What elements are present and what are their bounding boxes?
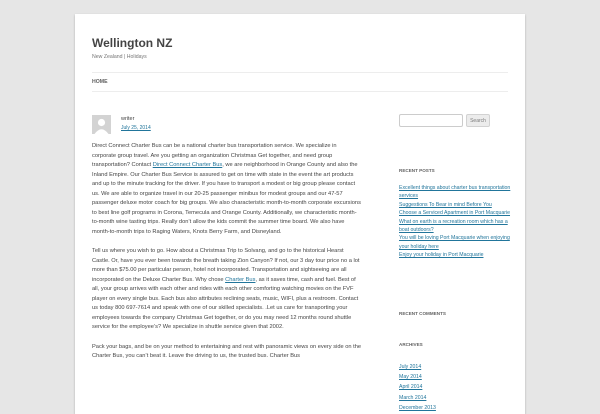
post-paragraph <box>92 247 362 333</box>
nav-divider-top <box>92 72 508 73</box>
archive-link[interactable]: July 2014 <box>399 364 422 370</box>
search-widget <box>399 114 509 130</box>
archive-link[interactable]: December 2013 <box>399 404 436 411</box>
paragraph-text: Direct Connect Charter Bus can be a national charter bus transportation service. We specialize in corporate group travel. Are you getting an organization Christmas Get together, and need group transportation? Contact <box>92 143 337 168</box>
recent-comments-title: RECENT COMMENTS <box>399 311 446 316</box>
post-paragraph <box>92 142 362 237</box>
list-item <box>399 393 436 403</box>
post-date-link[interactable]: July 25, 2014 <box>121 125 151 131</box>
archive-link[interactable]: March 2014 <box>399 394 427 401</box>
list-item <box>399 382 436 392</box>
list-item <box>399 234 511 251</box>
post-author: writer <box>121 116 135 122</box>
page-container <box>75 14 525 414</box>
default-avatar-icon <box>92 115 111 134</box>
post-paragraph: Pack your bags, and be on your method to entertaining and rest with panoramic views on every side on the Charter Bus, you can’t beat it. Leave the driving to us, the trusted bus. Charter Bus <box>92 343 362 359</box>
post-content <box>92 142 362 372</box>
charter-bus-link[interactable]: Charter Bus <box>225 276 256 283</box>
search-button[interactable]: Search <box>466 114 490 127</box>
recent-post-link[interactable]: Excellent things about charter bus transportation services <box>399 185 511 200</box>
list-item <box>399 201 511 218</box>
site-title[interactable]: Wellington NZ <box>92 36 173 50</box>
list-item <box>399 372 436 382</box>
site-tagline: New Zealand | Holidays <box>92 54 147 60</box>
author-avatar <box>92 115 111 134</box>
list-item <box>399 251 511 259</box>
recent-post-link[interactable]: You will be loving Port Macquarie when enjoying your holiday here <box>399 235 510 250</box>
nav-divider-bottom <box>92 91 508 92</box>
archive-link[interactable]: May 2014 <box>399 374 422 381</box>
sidebar <box>399 114 511 411</box>
list-item <box>399 362 436 372</box>
recent-post-link[interactable]: Enjoy your holiday in Port Macquarie <box>399 252 484 259</box>
search-input[interactable] <box>399 114 463 127</box>
paragraph-text: Tell us where you wish to go. How about a Christmas Trip to Solvang, and go to the historical Hearst Castle. Or, have you ever been towards the breath taking Zion Canyon? If not, our 3 day tour price no a lot more than $75.00 per particular person, hotel not incorporated. Transportation and sightseeing are all incorporated on the Deluxe Charter Bus. Why chose <box>92 248 360 283</box>
paragraph-text: , we are neighborhood in Orange County and also the Inland Empire. Our Charter Bus Service is assured to get on time with state in the event the art products and up to the minute tracking for the driver. If you have to transport a modest or big group please contact us. We are able to organize travel in our 20-25 passenger minibus for modest groups and our 47-57 passenger deluxe motor coach for big groups. We also characteristic month-to-month corporate excursions to best line golf programs in Corona, Temecula and Orange County. Additionally, we characteristic month-to-month wine tasting trips. Really don’t allow the kids commit the summer time board. We also have month-to-month trips to Raging Waters, Knots Berry Farm, and Disneyland. <box>92 162 361 235</box>
archives-title: ARCHIVES <box>399 342 423 347</box>
nav-home-link[interactable]: HOME <box>92 79 108 85</box>
direct-connect-link[interactable]: Direct Connect Charter Bus <box>152 162 223 168</box>
archive-link[interactable]: April 2014 <box>399 384 423 391</box>
list-item <box>399 184 511 201</box>
archives-list <box>399 362 436 413</box>
list-item <box>399 403 436 413</box>
recent-post-link[interactable]: Suggestions To Bear in mind Before You Choose a Serviced Apartment in Port Macquarie <box>399 201 511 217</box>
list-item <box>399 218 511 235</box>
paragraph-text: , as it saves time, cash and fuel. Best of all, your group arrives with each other and rides with each other comforting watching movies on the FVF player on every single bus. Each bus also attributes reclining seats, music, WIFI, plus a restroom. Contact us today 800 697-7614 and speak with one of our skilled specialists. .Let us care for transporting your employees towards the company Christmas Get together, or do you may need 12 months round shuttle service for the employee’s? We specialize in shuttle service given that 2002. <box>92 276 359 330</box>
recent-posts-title: RECENT POSTS <box>399 168 435 173</box>
recent-posts-list <box>399 184 511 260</box>
recent-post-link[interactable]: What on earth is a recreation room which has a boat outdoors? <box>399 218 508 234</box>
